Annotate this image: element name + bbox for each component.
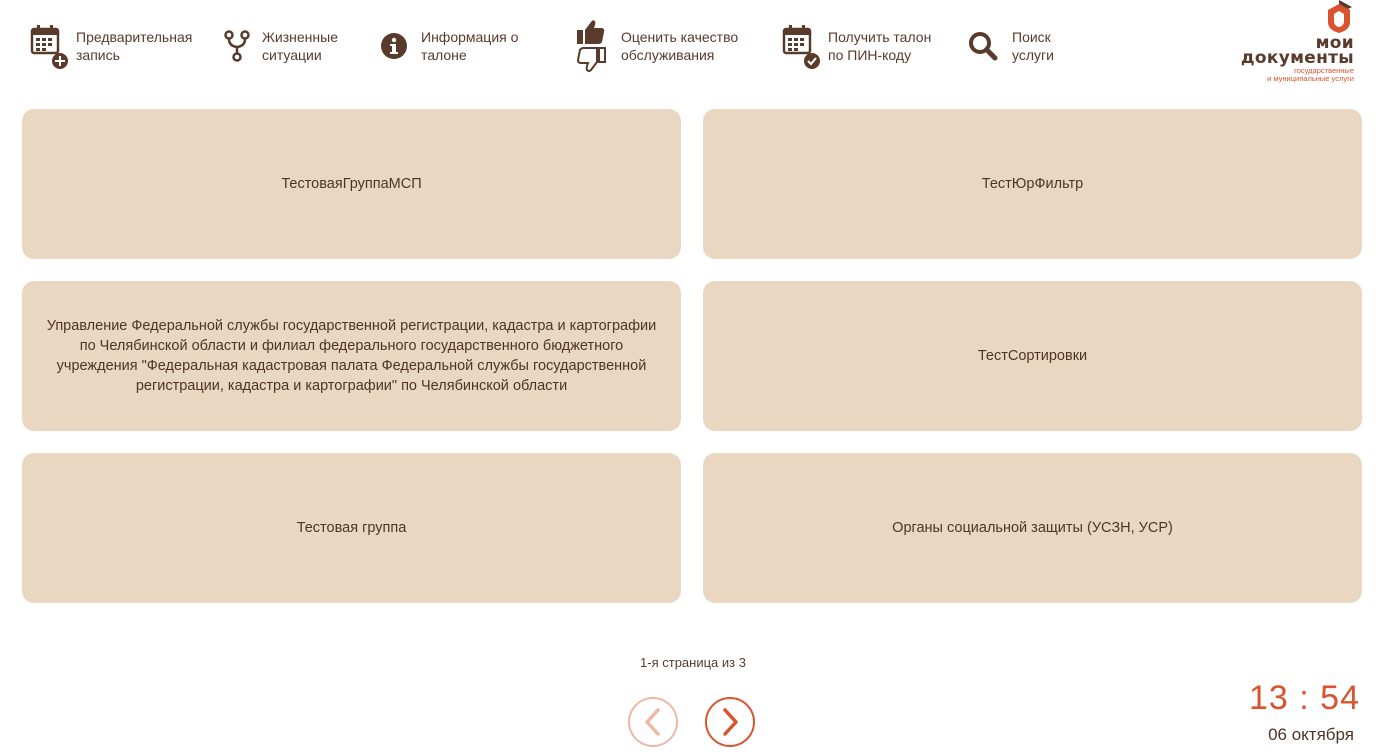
thumbs-up-down-icon	[575, 20, 621, 72]
logo-emblem-icon	[1324, 0, 1354, 34]
chevron-right-icon	[719, 707, 741, 737]
clock-time: 13 : 54	[1249, 679, 1360, 717]
service-group-tile[interactable]: Тестовая группа	[22, 453, 681, 603]
nav-ticket-info-label: Информация о талоне	[421, 29, 519, 63]
nav-rate-service-label: Оценить качество обслуживания	[621, 29, 739, 63]
logo-text	[1240, 33, 1354, 68]
search-icon	[968, 20, 1012, 72]
calendar-check-icon	[782, 20, 828, 72]
nav-search-service-label: Поиск услуги	[1012, 29, 1054, 63]
previous-page-button[interactable]	[628, 697, 678, 747]
nav-search-service[interactable]	[968, 18, 1054, 74]
nav-pre-registration[interactable]	[30, 18, 192, 74]
logo-line1: мои	[1315, 33, 1354, 53]
service-group-tile[interactable]: Управление Федеральной службы государственной регистрации, кадастра и картографии по Челябинской области и филиал федерального государственного бюджетного учреждения "Федеральная кадастровая палата Федеральной службы государственной регистрации, кадастра и картографии" по Челябинской области	[22, 281, 681, 431]
service-group-tile[interactable]: ТестСортировки	[703, 281, 1362, 431]
service-group-tile[interactable]: ТестЮрФильтр	[703, 109, 1362, 259]
logo-sub1: государственные	[1294, 66, 1354, 75]
calendar-plus-icon	[30, 20, 76, 72]
logo-subtitle	[1267, 67, 1354, 83]
service-groups-grid	[22, 109, 1362, 603]
nav-pre-registration-label: Предварительная запись	[76, 29, 193, 63]
info-icon	[380, 20, 421, 72]
chevron-left-icon	[642, 707, 664, 737]
logo-line2: документы	[1240, 48, 1354, 68]
service-group-tile[interactable]: Органы социальной защиты (УСЗН, УСР)	[703, 453, 1362, 603]
next-page-button[interactable]	[705, 697, 755, 747]
branch-icon	[224, 20, 262, 72]
top-navigation	[0, 0, 1386, 96]
moi-dokumenty-logo	[1240, 0, 1356, 90]
logo-sub2: и муниципальные услуги	[1267, 74, 1354, 83]
nav-pin-ticket-label: Получить талон по ПИН-коду	[828, 29, 932, 63]
clock-date: 06 октября	[1268, 725, 1354, 744]
nav-life-situations-label: Жизненные ситуации	[262, 29, 338, 63]
page-indicator: 1-я страница из 3	[640, 655, 746, 670]
nav-ticket-info[interactable]	[380, 18, 518, 74]
nav-rate-service[interactable]	[575, 18, 738, 74]
nav-pin-ticket[interactable]	[782, 18, 931, 74]
service-group-tile[interactable]: ТестоваяГруппаМСП	[22, 109, 681, 259]
nav-life-situations[interactable]	[224, 18, 338, 74]
